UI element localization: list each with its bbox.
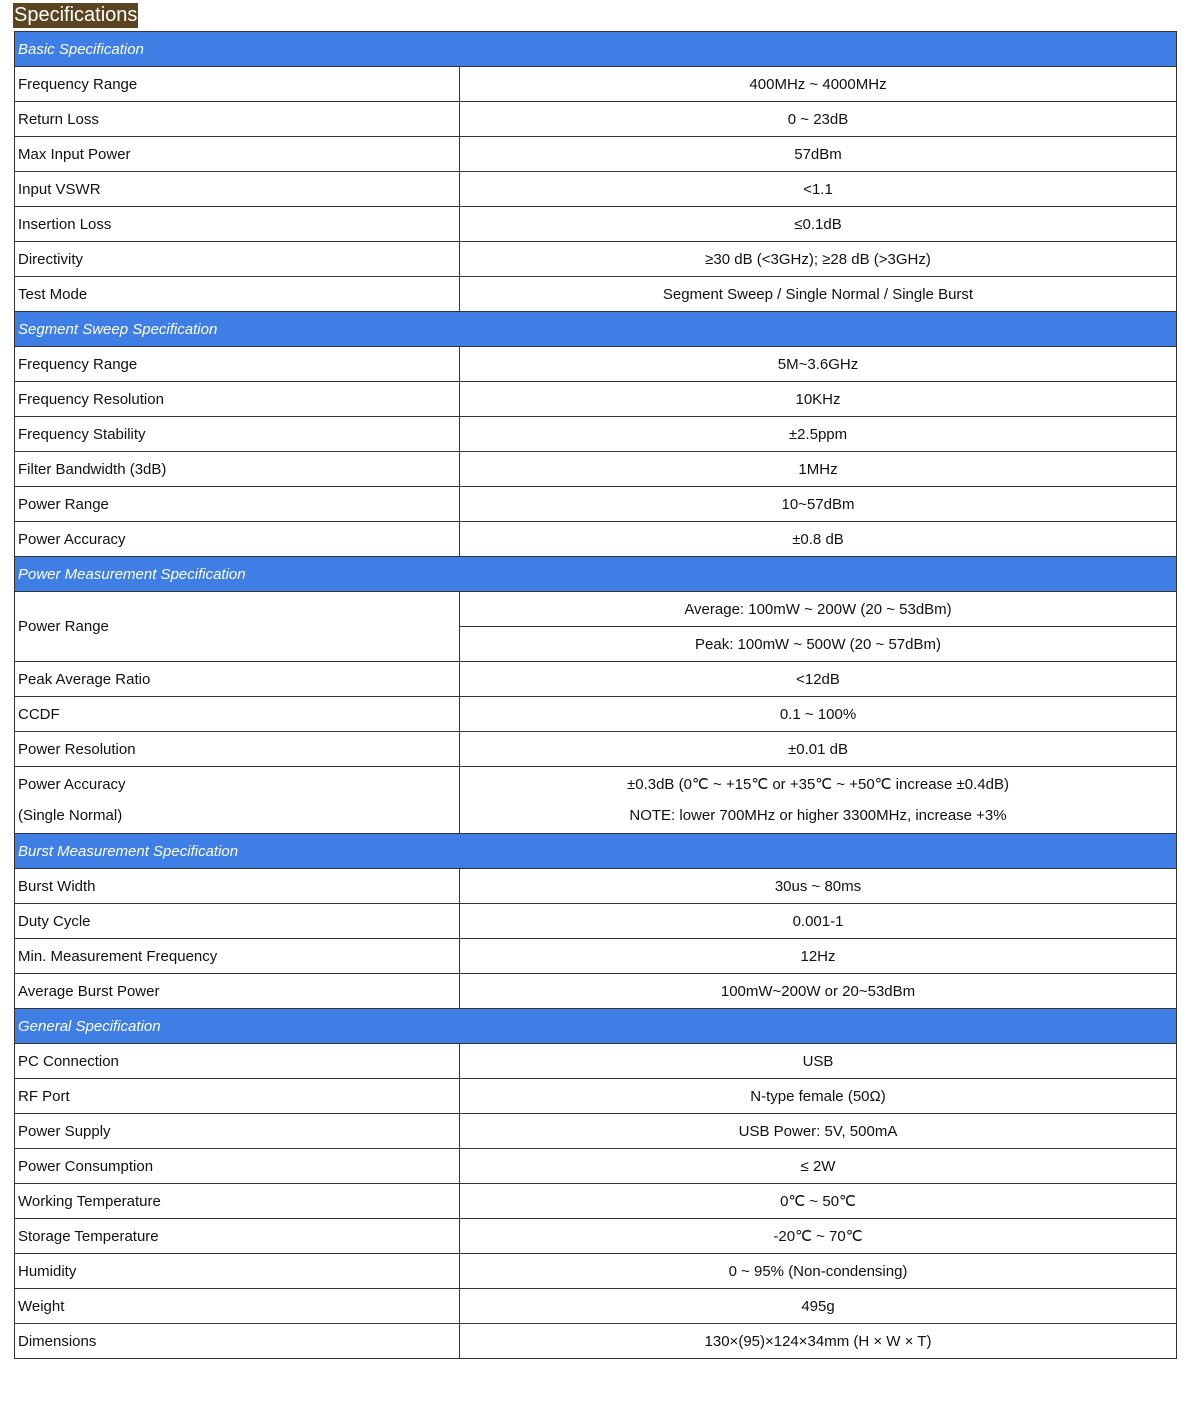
spec-label-line: (Single Normal): [18, 807, 123, 824]
spec-value: 0 ~ 23dB: [460, 102, 1177, 137]
spec-label: Insertion Loss: [15, 207, 460, 242]
spec-value: 0℃ ~ 50℃: [460, 1184, 1177, 1219]
spec-value: 57dBm: [460, 137, 1177, 172]
spec-label: Return Loss: [15, 102, 460, 137]
spec-label: Average Burst Power: [15, 974, 460, 1009]
spec-row: [15, 974, 1177, 1009]
spec-value: ±0.01 dB: [460, 732, 1177, 767]
section-header-row: [15, 312, 1177, 347]
spec-value: Average: 100mW ~ 200W (20 ~ 53dBm): [460, 592, 1177, 627]
spec-label-line: Power Accuracy: [18, 776, 126, 793]
section-header-row: [15, 557, 1177, 592]
spec-row: [15, 207, 1177, 242]
spec-row: [15, 732, 1177, 767]
spec-value: N-type female (50Ω): [460, 1079, 1177, 1114]
spec-row: [15, 1044, 1177, 1079]
spec-label: Humidity: [15, 1254, 460, 1289]
spec-row: [15, 697, 1177, 732]
spec-label: PC Connection: [15, 1044, 460, 1079]
spec-label: CCDF: [15, 697, 460, 732]
spec-row: [15, 1219, 1177, 1254]
spec-row: [15, 767, 1177, 834]
spec-value: 0.1 ~ 100%: [460, 697, 1177, 732]
section-header-row: [15, 32, 1177, 67]
spec-value: 12Hz: [460, 939, 1177, 974]
spec-value: USB Power: 5V, 500mA: [460, 1114, 1177, 1149]
spec-row: [15, 487, 1177, 522]
spec-value: 10KHz: [460, 382, 1177, 417]
spec-value: 400MHz ~ 4000MHz: [460, 67, 1177, 102]
spec-label: Input VSWR: [15, 172, 460, 207]
spec-label: Working Temperature: [15, 1184, 460, 1219]
spec-label: Directivity: [15, 242, 460, 277]
spec-value: 0.001-1: [460, 904, 1177, 939]
spec-row: [15, 1184, 1177, 1219]
spec-row: [15, 347, 1177, 382]
spec-value: <1.1: [460, 172, 1177, 207]
page-title: Specifications: [14, 4, 138, 26]
spec-value: 130×(95)×124×34mm (H × W × T): [460, 1324, 1177, 1359]
spec-value: -20℃ ~ 70℃: [460, 1219, 1177, 1254]
spec-row: [15, 904, 1177, 939]
spec-value: <12dB: [460, 662, 1177, 697]
section-header-power-measurement: Power Measurement Specification: [15, 557, 1177, 592]
section-header-row: [15, 834, 1177, 869]
spec-row: [15, 939, 1177, 974]
spec-value-line: NOTE: lower 700MHz or higher 3300MHz, increase +3%: [629, 807, 1007, 824]
spec-value: [460, 767, 1177, 834]
spec-label: Power Supply: [15, 1114, 460, 1149]
spec-row: [15, 662, 1177, 697]
section-header-row: [15, 1009, 1177, 1044]
spec-label: RF Port: [15, 1079, 460, 1114]
spec-row: [15, 522, 1177, 557]
spec-row: [15, 869, 1177, 904]
spec-row: [15, 1324, 1177, 1359]
spec-row: [15, 1079, 1177, 1114]
spec-label: Max Input Power: [15, 137, 460, 172]
spec-label: Power Accuracy: [15, 522, 460, 557]
spec-value: USB: [460, 1044, 1177, 1079]
spec-value-line: ±0.3dB (0℃ ~ +15℃ or +35℃ ~ +50℃ increase ±0.4dB): [627, 776, 1009, 793]
spec-label: Duty Cycle: [15, 904, 460, 939]
section-header-general: General Specification: [15, 1009, 1177, 1044]
section-header-segment-sweep: Segment Sweep Specification: [15, 312, 1177, 347]
section-header-basic: Basic Specification: [15, 32, 1177, 67]
spec-row: [15, 242, 1177, 277]
spec-value: 495g: [460, 1289, 1177, 1324]
spec-value: ≥30 dB (<3GHz); ≥28 dB (>3GHz): [460, 242, 1177, 277]
spec-row: [15, 137, 1177, 172]
spec-row: [15, 1254, 1177, 1289]
spec-label: Weight: [15, 1289, 460, 1324]
spec-label: Frequency Range: [15, 67, 460, 102]
spec-value: 5M~3.6GHz: [460, 347, 1177, 382]
spec-table: [14, 31, 1177, 1359]
spec-label: [15, 767, 460, 834]
spec-value: 1MHz: [460, 452, 1177, 487]
spec-value: 100mW~200W or 20~53dBm: [460, 974, 1177, 1009]
spec-value: ≤0.1dB: [460, 207, 1177, 242]
spec-label: Peak Average Ratio: [15, 662, 460, 697]
spec-row: [15, 382, 1177, 417]
spec-label: Test Mode: [15, 277, 460, 312]
spec-row: [15, 452, 1177, 487]
spec-row: [15, 1289, 1177, 1324]
spec-row: [15, 102, 1177, 137]
spec-label: Min. Measurement Frequency: [15, 939, 460, 974]
spec-value: ±2.5ppm: [460, 417, 1177, 452]
spec-label: Power Range: [15, 592, 460, 662]
spec-value: ±0.8 dB: [460, 522, 1177, 557]
section-header-burst-measurement: Burst Measurement Specification: [15, 834, 1177, 869]
spec-value: ≤ 2W: [460, 1149, 1177, 1184]
spec-label: Frequency Resolution: [15, 382, 460, 417]
spec-row: [15, 417, 1177, 452]
spec-value: 30us ~ 80ms: [460, 869, 1177, 904]
spec-row: [15, 172, 1177, 207]
spec-row: [15, 1114, 1177, 1149]
spec-row: [15, 1149, 1177, 1184]
spec-value: 0 ~ 95% (Non-condensing): [460, 1254, 1177, 1289]
spec-value: 10~57dBm: [460, 487, 1177, 522]
spec-value: Segment Sweep / Single Normal / Single Burst: [460, 277, 1177, 312]
spec-label: Frequency Range: [15, 347, 460, 382]
spec-label: Burst Width: [15, 869, 460, 904]
spec-row: [15, 277, 1177, 312]
spec-row: [15, 592, 1177, 627]
spec-label: Storage Temperature: [15, 1219, 460, 1254]
spec-row: [15, 67, 1177, 102]
spec-label: Power Resolution: [15, 732, 460, 767]
spec-label: Filter Bandwidth (3dB): [15, 452, 460, 487]
spec-value: Peak: 100mW ~ 500W (20 ~ 57dBm): [460, 627, 1177, 662]
spec-label: Power Range: [15, 487, 460, 522]
spec-label: Frequency Stability: [15, 417, 460, 452]
page-title-wrap: [13, 3, 138, 28]
spec-label: Dimensions: [15, 1324, 460, 1359]
spec-label: Power Consumption: [15, 1149, 460, 1184]
